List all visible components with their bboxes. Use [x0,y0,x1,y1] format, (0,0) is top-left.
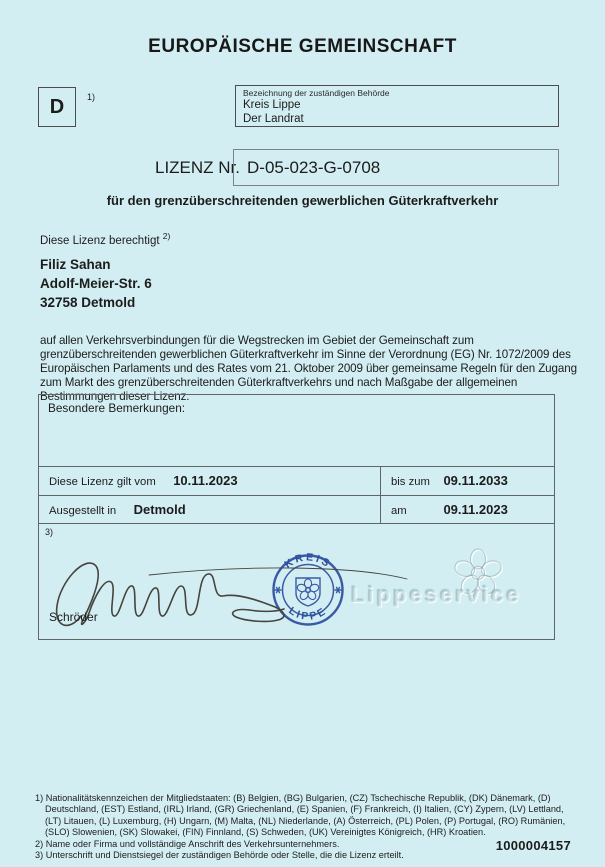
authority-office: Der Landrat [243,113,304,125]
holder-name: Filiz Sahan [40,257,111,272]
stamp-text-bottom: LIPPE [286,604,330,623]
footnote-3-marker: 3) [35,850,44,861]
issued-on-label: am [391,505,407,517]
holder-street: Adolf-Meier-Str. 6 [40,276,152,291]
remarks-label: Besondere Bemerkungen: [48,401,186,415]
grant-intro-footnote-marker: 2) [162,231,171,241]
valid-to-label: bis zum [391,476,430,488]
valid-from-cell [39,467,381,495]
footnote-2-text: Name oder Firma und vollständige Anschrift des Verkehrsunternehmers. [45,838,340,849]
issued-in-place: Detmold [133,502,186,517]
footnote-1 [35,793,580,838]
valid-from-date: 10.11.2023 [173,473,238,488]
serial-number: 1000004157 [495,838,571,853]
issued-on-cell [381,496,554,523]
valid-to-cell [381,467,554,495]
document-subtitle: für den grenzüberschreitenden gewerblichen Güterkraftverkehr [106,193,499,208]
handwritten-signature [51,538,431,638]
holder-city: 32758 Detmold [40,295,136,310]
license-scope-paragraph: auf allen Verkehrsverbindungen für die Wegstrecken im Gebiet der Gemeinschaft zum grenzüberschreitenden gewerblichen Güterkraftverkehr im Sinne der Verordnung (EG) Nr. 1072/2009 des Europäischen Parlaments und des Rates vom 21. Oktober 2009 über gemeinsame Regeln für den Zugang zum Markt des grenzüberschreitenden Güterkraftverkehrs und nach Maßgabe der allgemeinen Bestimmungen dieser Lizenz. [40,334,577,403]
issue-row [39,496,554,524]
signature-cell [39,524,554,639]
grant-intro [40,231,170,247]
footnote-1-text: Nationalitätskennzeichen der Mitgliedstaaten: (B) Belgien, (BG) Bulgarien, (CZ) Tschechische Republik, (DK) Dänemark, (D) Deutschland, (EST) Estland, (IRL) Irland, (GR) Griechenland, (E) Spanien, (F) Frankreich, (I) Italien, (CY) Zypern, (LV) Lettland, (LT) Litauen, (L) Luxemburg, (H) Ungarn, (M) Malta, (NL) Niederlande, (A) Österreich, (PL) Polen, (P) Portugal, (RO) Rumänien, (SLO) Slowenien, (SK) Slowakei, (FIN) Finnland, (S) Schweden, (UK) Vereinigtes Königreich, (HR) Kroatien. [45,793,566,837]
document-title: EUROPÄISCHE GEMEINSCHAFT [148,36,457,57]
authority-box-label: Bezeichnung der zuständigen Behörde [243,88,390,98]
footnote-2-marker: 2) [35,838,44,849]
country-code-box [38,87,76,127]
stamp-text-top: KREIS [282,552,334,571]
validity-row [39,467,554,496]
valid-from-label: Diese Lizenz gilt vom [49,476,156,488]
country-code: D [49,95,65,118]
license-number: D-05-023-G-0708 [247,158,381,177]
authority-box [235,85,559,127]
grant-intro-text: Diese Lizenz berechtigt [40,234,160,247]
issued-on-date: 09.11.2023 [443,502,508,517]
signature-footnote-marker: 3) [45,527,54,537]
lippeservice-watermark: Lippeservice [351,582,522,607]
issued-in-label: Ausgestellt in [49,505,117,517]
authority-name: Kreis Lippe [243,99,301,111]
license-number-label: LIZENZ Nr. [155,158,241,177]
signer-name: Schröder [49,610,98,624]
remarks-cell [39,395,554,467]
valid-to-date: 09.11.2033 [443,473,508,488]
issued-in-cell [39,496,381,523]
footnote-3-text: Unterschrift und Dienstsiegel der zuständigen Behörde oder Stelle, die die Lizenz erteilt. [45,850,404,861]
country-footnote-marker: 1) [87,92,96,102]
footnote-1-marker: 1) [35,793,44,803]
license-number-box [233,149,559,186]
license-holder-address [40,255,152,312]
details-table [38,394,555,640]
